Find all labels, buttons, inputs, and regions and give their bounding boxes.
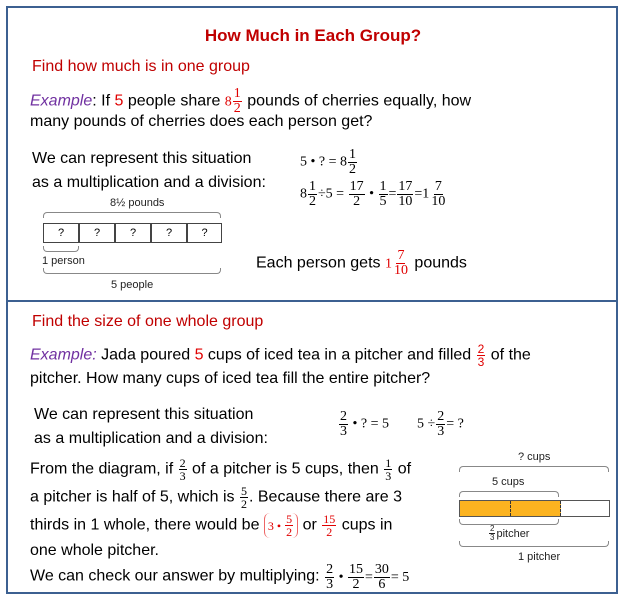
equation2-multiplication: $\frac{2}{3}$ • ? = 5: [340, 409, 390, 439]
equation2-division: 5 ÷ $\frac{2}{3}$ = ?: [417, 409, 464, 439]
answer-line: Each person gets 1 $\frac{7}{10}$ pounds: [256, 248, 467, 278]
tape-third: [511, 501, 561, 516]
brace-top: [43, 212, 221, 218]
tape-cell: ?: [115, 223, 151, 243]
section1-example: Example: If 5 people share 8 $\frac{1}{2}$ pounds of cherries equally, how: [30, 86, 472, 116]
brace-all: [43, 268, 221, 274]
example-label: Example: [30, 92, 93, 110]
section1-heading: Find how much is in one group: [32, 58, 250, 75]
tape-cell: ?: [43, 223, 79, 243]
tape-third: [460, 501, 511, 516]
brace-one: [43, 246, 79, 252]
section-divider: [6, 300, 618, 302]
equation-multiplication: 5 • ? = 8 $\frac{1}{2}$: [300, 147, 357, 177]
section1-example-line2: many pounds of cherries does each person get?: [30, 113, 373, 130]
represent-line2: as a multiplication and a division:: [32, 174, 266, 191]
explanation-line1: From the diagram, if $\frac{2}{3}$ of a pitcher is 5 cups, then $\frac{1}{3}$ of: [30, 456, 412, 483]
fraction: $\frac{1}{2}$: [233, 86, 241, 116]
section2-heading: Find the size of one whole group: [32, 313, 264, 330]
represent-line1: We can represent this situation: [32, 150, 252, 167]
represent2-line1: We can represent this situation: [34, 406, 254, 423]
page-title: How Much in Each Group?: [204, 26, 422, 45]
explanation-line2: a pitcher is half of 5, which is $\frac{5}{2}$ . Because there are 3: [30, 484, 402, 511]
equation-division: 8 $\frac{1}{2}$ ÷5 = $\frac{17}{2}$ • $\frac{1}{5}$ = $\frac{17}{10}$ =1 $\frac{7}{10}$: [300, 179, 446, 209]
check-line: We can check our answer by multiplying: $\frac{2}{3}$ • $\frac{15}{2}$ = $\frac{30}{6}$ = 5: [30, 562, 410, 592]
section2-example: Example: Jada poured 5 cups of iced tea in a pitcher and filled $\frac{2}{3}$ of the: [30, 342, 531, 369]
tape-bar: [459, 500, 610, 517]
tape-cell: ?: [79, 223, 115, 243]
section2-example-line2: pitcher. How many cups of iced tea fill the entire pitcher?: [30, 370, 431, 387]
represent2-line2: as a multiplication and a division:: [34, 430, 268, 447]
tape-cell: ?: [187, 223, 222, 243]
explanation-line4: one whole pitcher.: [30, 542, 159, 559]
explanation-line3: thirds in 1 whole, there would be 3 • $\frac{5}{2}$ or $\frac{15}{2}$ cups in: [30, 512, 393, 539]
tape-cell: ?: [151, 223, 187, 243]
